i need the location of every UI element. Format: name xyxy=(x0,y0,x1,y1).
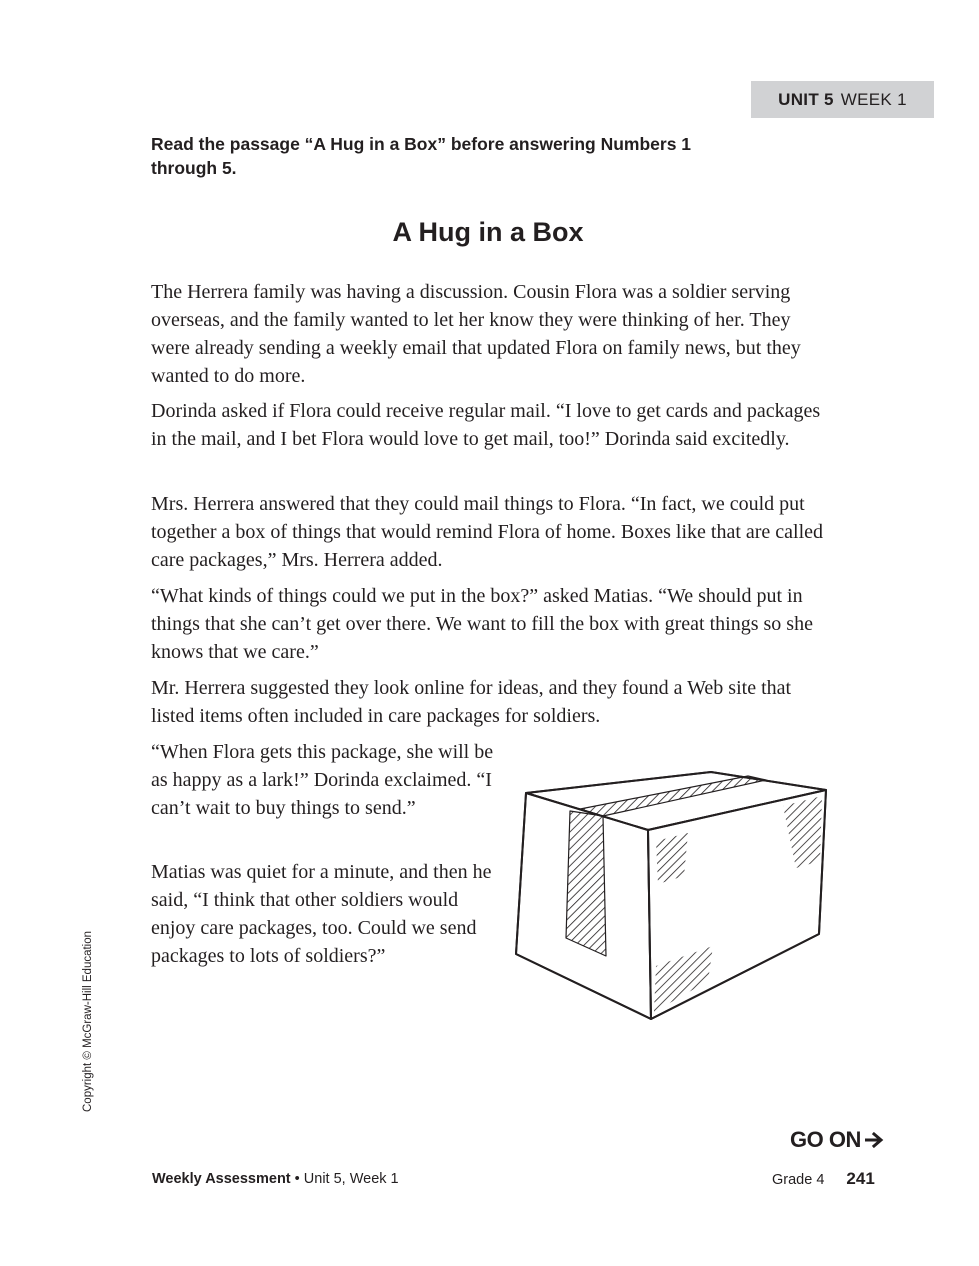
go-on-label xyxy=(790,1127,885,1153)
go-on-text: GO ON xyxy=(790,1127,861,1152)
passage-paragraph: Dorinda asked if Flora could receive regular mail. “I love to get cards and packages in the mail, and I bet Flora would love to get mail, too!” Dorinda said excitedly. xyxy=(151,400,821,450)
copyright-notice: Copyright © McGraw-Hill Education xyxy=(82,930,94,1112)
arrow-right-icon xyxy=(865,1132,885,1148)
cardboard-box-illustration xyxy=(508,766,833,1026)
passage-title: A Hug in a Box xyxy=(392,217,584,247)
instructions: Read the passage “A Hug in a Box” before answering Numbers 1 through 5. xyxy=(151,134,692,178)
page-number: 241 xyxy=(846,1169,875,1188)
unit-week-label: Unit 5, Week 1 xyxy=(303,1171,399,1187)
passage-paragraph: “What kinds of things could we put in the box?” asked Matias. “We should put in things that she can’t get over there. We want to fill the box with great things so she knows that we care.” xyxy=(151,585,813,663)
unit-label: UNIT 5 xyxy=(778,89,834,109)
passage-paragraph: Mrs. Herrera answered that they could mail things to Flora. “In fact, we could put together a box of things that would remind Flora of home. Boxes like that are called care packages,” Mrs. Herrera added. xyxy=(151,493,824,571)
footer-assessment-info xyxy=(152,1171,399,1187)
footer-separator: • xyxy=(290,1171,304,1187)
assessment-label: Weekly Assessment xyxy=(152,1171,291,1187)
passage-paragraph: “When Flora gets this package, she will be as happy as a lark!” Dorinda exclaimed. “I can’t wait to buy things to send.” xyxy=(151,741,494,819)
passage-paragraph: The Herrera family was having a discussion. Cousin Flora was a soldier serving overseas, and the family wanted to let her know they were thinking of her. They were already sending a weekly email that updated Flora on family news, but they wanted to do more. xyxy=(151,281,801,387)
unit-week-tab xyxy=(751,81,934,118)
footer-page-info xyxy=(772,1169,875,1189)
passage-paragraph: Mr. Herrera suggested they look online for ideas, and they found a Web site that listed items often included in care packages for soldiers. xyxy=(151,677,792,727)
passage-paragraph: Matias was quiet for a minute, and then he said, “I think that other soldiers would enjoy care packages, too. Could we send packages to lots of soldiers?” xyxy=(151,861,492,967)
grade-label: Grade 4 xyxy=(772,1172,825,1188)
week-label: WEEK 1 xyxy=(840,89,907,109)
